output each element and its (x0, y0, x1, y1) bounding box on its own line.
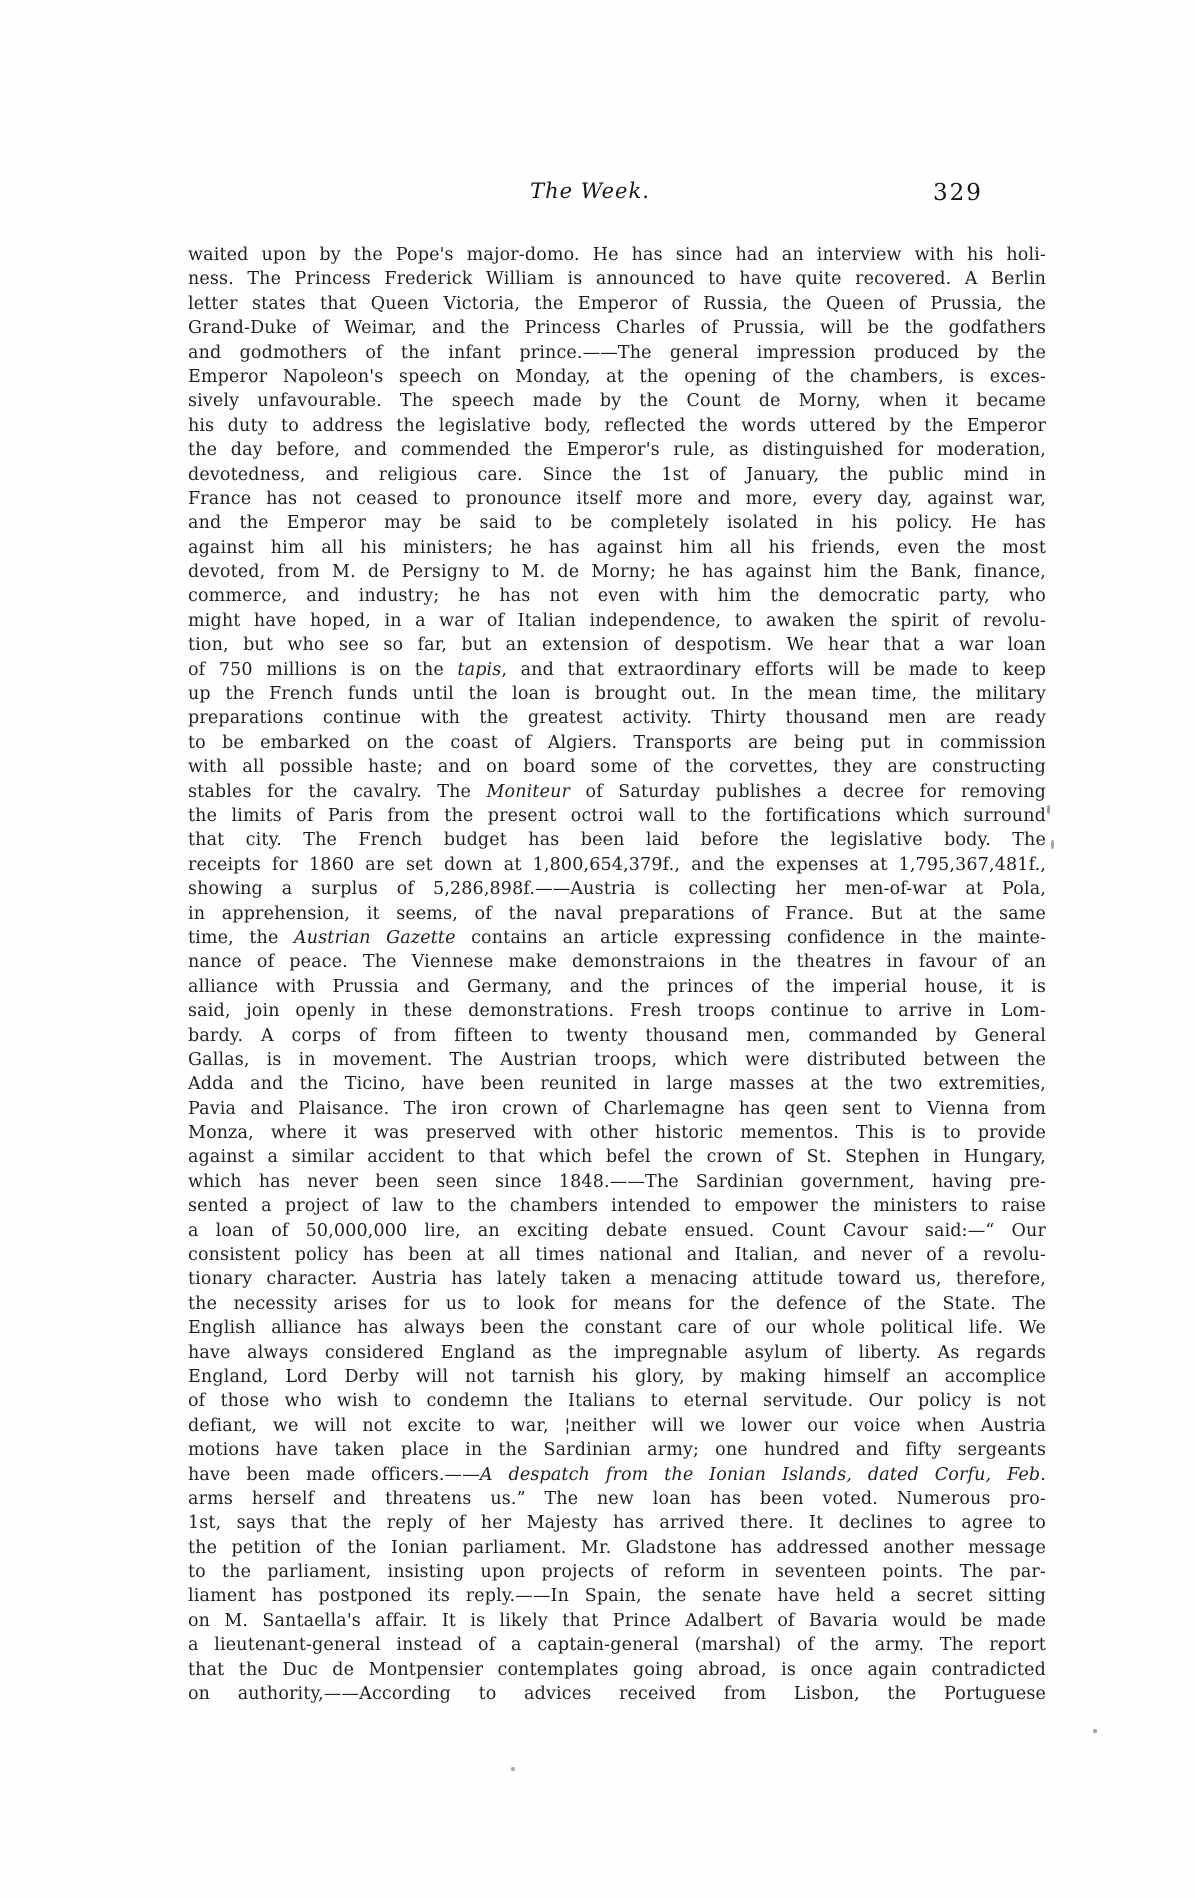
text-line (188, 1267, 1046, 1291)
text-segment: defiant, we will not excite to war, ¦neither will we lower our voice when Austria (188, 1415, 1046, 1436)
text-line (188, 853, 1046, 877)
text-line (188, 414, 1046, 438)
text-segment: Gallas, is in movement. The Austrian troops, which were distributed between the (188, 1049, 1046, 1070)
text-segment: of 750 millions is on the (188, 659, 458, 680)
text-segment: letter states that Queen Victoria, the Emperor of Russia, the Queen of Prussia, the (188, 293, 1046, 314)
italic-text-segment: Austrian Gazette (293, 927, 456, 948)
text-segment: ness. The Princess Frederick William is announced to have quite recovered. A Berlin (188, 269, 1046, 290)
text-line (188, 804, 1046, 828)
text-segment: motions have taken place in the Sardinian army; one hundred and fifty sergeants (188, 1440, 1046, 1461)
text-line (188, 877, 1046, 901)
text-segment: Adda and the Ticino, have been reunited in large masses at the two extremities, (188, 1074, 1046, 1095)
text-segment: and the Emperor may be said to be completely isolated in his policy. He has (188, 513, 1046, 534)
text-segment: time, the (188, 927, 294, 948)
text-segment: tionary character. Austria has lately taken a menacing attitude toward us, therefore, (188, 1269, 1046, 1290)
text-line (188, 1194, 1046, 1218)
text-segment: that city. The French budget has been laid before the legislative body. The (188, 830, 1046, 851)
text-line (188, 1121, 1046, 1145)
text-line (188, 755, 1046, 779)
text-segment: preparations continue with the greatest activity. Thirty thousand men are ready (188, 708, 1046, 729)
text-line (188, 1219, 1046, 1243)
text-line (188, 536, 1046, 560)
text-segment: up the French funds until the loan is brought out. In the mean time, the military (188, 684, 1046, 705)
text-segment: against a similar accident to that which befel the crown of St. Stephen in Hungary, (188, 1147, 1046, 1168)
text-line (188, 902, 1046, 926)
text-segment: England, Lord Derby will not tarnish his glory, by making himself an accomplice (188, 1366, 1046, 1387)
text-line (188, 292, 1046, 316)
text-segment: the necessity arises for us to look for means for the defence of the State. The (188, 1293, 1046, 1314)
text-segment: to be embarked on the coast of Algiers. Transports are being put in commission (188, 732, 1046, 753)
text-segment: which has never been seen since 1848.——The Sardinian government, having pre- (188, 1171, 1046, 1192)
text-line (188, 609, 1046, 633)
text-line (188, 926, 1046, 950)
text-segment: his duty to address the legislative body, reflected the words uttered by the Emperor (188, 415, 1046, 436)
text-line (188, 438, 1046, 462)
text-line (188, 463, 1046, 487)
text-segment: of those who wish to condemn the Italians to eternal servitude. Our policy is not (188, 1391, 1046, 1412)
text-line (188, 975, 1046, 999)
text-line (188, 1536, 1046, 1560)
text-segment: devotedness, and religious care. Since the 1st of January, the public mind in (188, 464, 1046, 485)
text-line (188, 316, 1046, 340)
text-line (188, 706, 1046, 730)
text-segment: showing a surplus of 5,286,898f.——Austria is collecting her men-of-war at Pola, (188, 879, 1046, 900)
text-segment: said, join openly in these demonstrations. Fresh troops continue to arrive in Lom- (188, 1001, 1046, 1022)
text-line (188, 1145, 1046, 1169)
text-line (188, 1511, 1046, 1535)
text-line (188, 1389, 1046, 1413)
text-line (188, 1024, 1046, 1048)
text-line (188, 560, 1046, 584)
text-line (188, 1682, 1046, 1706)
page-number: 329 (933, 180, 983, 206)
text-segment: tion, but who see so far, but an extension of despotism. We hear that a war loan (188, 635, 1046, 656)
running-title: The Week. (530, 179, 650, 203)
text-line (188, 633, 1046, 657)
text-segment: stables for the cavalry. The (188, 781, 487, 802)
text-segment: a lieutenant-general instead of a captain-general (marshal) of the army. The report (188, 1635, 1046, 1656)
text-segment: bardy. A corps of from fifteen to twenty thousand men, commanded by General (188, 1025, 1046, 1046)
text-segment: , and that extraordinary efforts will be made to keep (501, 659, 1046, 680)
text-line (188, 267, 1046, 291)
text-segment: Pavia and Plaisance. The iron crown of Charlemagne has qeen sent to Vienna from (188, 1098, 1046, 1119)
text-segment: might have hoped, in a war of Italian independence, to awaken the spirit of revolu- (188, 610, 1046, 631)
text-segment: 1st, says that the reply of her Majesty has arrived there. It declines to agree to (188, 1513, 1046, 1534)
text-line (188, 780, 1046, 804)
text-segment: on M. Santaella's affair. It is likely that Prince Adalbert of Bavaria would be made (188, 1610, 1046, 1631)
text-segment: sively unfavourable. The speech made by the Count de Morny, when it became (188, 391, 1046, 412)
text-segment: of Saturday publishes a decree for removing (570, 781, 1046, 802)
text-segment: Monza, where it was preserved with other historic mementos. This is to provide (188, 1123, 1046, 1144)
text-line (188, 1560, 1046, 1584)
text-line (188, 1048, 1046, 1072)
italic-text-segment: tapis (457, 659, 502, 680)
text-line (188, 1438, 1046, 1462)
text-segment: alliance with Prussia and Germany, and the princes of the imperial house, it is (188, 976, 1046, 997)
text-line (188, 1316, 1046, 1340)
text-line (188, 389, 1046, 413)
text-line (188, 1414, 1046, 1438)
text-line (188, 584, 1046, 608)
text-line (188, 1487, 1046, 1511)
text-line (188, 731, 1046, 755)
text-line (188, 1072, 1046, 1096)
text-segment: that the Duc de Montpensier contemplates going abroad, is once again contradicted (188, 1659, 1046, 1680)
text-segment: contains an article expressing confidence in the mainte- (455, 927, 1047, 948)
text-segment: the petition of the Ionian parliament. Mr. Gladstone has addressed another message (188, 1537, 1046, 1558)
article-text (188, 243, 1046, 1706)
text-segment: English alliance has always been the constant care of our whole political life. We (188, 1318, 1046, 1339)
text-segment: waited upon by the Pope's major-domo. He has since had an interview with his holi- (188, 245, 1046, 265)
scan-speck (1047, 805, 1050, 814)
text-segment: a loan of 50,000,000 lire, an exciting debate ensued. Count Cavour said:—“ Our (188, 1220, 1046, 1241)
text-line (188, 1341, 1046, 1365)
text-segment: in apprehension, it seems, of the naval preparations of France. But at the same (188, 903, 1046, 924)
text-segment: France has not ceased to pronounce itself more and more, every day, against war, (188, 488, 1046, 509)
text-line (188, 950, 1046, 974)
text-segment: the limits of Paris from the present octroi wall to the fortifications which surround (188, 805, 1046, 826)
text-line (188, 828, 1046, 852)
text-line (188, 1609, 1046, 1633)
text-segment: sented a project of law to the chambers intended to empower the ministers to raise (188, 1196, 1046, 1217)
text-segment: with all possible haste; and on board some of the corvettes, they are constructing (188, 757, 1046, 778)
text-line (188, 1463, 1046, 1487)
text-line (188, 341, 1046, 365)
text-segment: and godmothers of the infant prince.——The general impression produced by the (188, 342, 1046, 363)
text-line (188, 365, 1046, 389)
text-segment: the day before, and commended the Emperor's rule, as distinguished for moderation, (188, 440, 1046, 461)
scan-speck (1093, 1729, 1097, 1733)
text-segment: have been made officers.—— (188, 1464, 480, 1485)
text-segment: liament has postponed its reply.——In Spain, the senate have held a secret sitting (188, 1586, 1046, 1607)
text-segment: devoted, from M. de Persigny to M. de Morny; he has against him the Bank, finance, (188, 562, 1046, 583)
text-segment: Emperor Napoleon's speech on Monday, at the opening of the chambers, is exces- (188, 366, 1046, 387)
text-line (188, 487, 1046, 511)
text-line (188, 1584, 1046, 1608)
text-line (188, 682, 1046, 706)
text-line (188, 1292, 1046, 1316)
text-segment: arms herself and threatens us.” The new loan has been voted. Numerous pro- (188, 1488, 1046, 1509)
text-line (188, 1243, 1046, 1267)
text-segment: commerce, and industry; he has not even with him the democratic party, who (188, 586, 1046, 607)
text-segment: consistent policy has been at all times national and Italian, and never of a revolu- (188, 1245, 1046, 1266)
text-line (188, 1097, 1046, 1121)
scan-speck (511, 1767, 515, 1771)
text-line (188, 999, 1046, 1023)
scan-speck (1051, 840, 1054, 849)
text-segment: have always considered England as the impregnable asylum of liberty. As regards (188, 1342, 1046, 1363)
text-segment: on authority,——According to advices received from Lisbon, the Portuguese (188, 1684, 1046, 1705)
italic-text-segment: Moniteur (486, 781, 571, 802)
text-line (188, 1633, 1046, 1657)
text-line (188, 1365, 1046, 1389)
text-segment: nance of peace. The Viennese make demonstraions in the theatres in favour of an (188, 952, 1046, 973)
text-line (188, 243, 1046, 267)
text-line (188, 658, 1046, 682)
text-segment: to the parliament, insisting upon projects of reform in seventeen points. The par- (188, 1562, 1046, 1583)
text-line (188, 1658, 1046, 1682)
text-line (188, 1170, 1046, 1194)
text-segment: Grand-Duke of Weimar, and the Princess Charles of Prussia, will be the godfathers (188, 318, 1046, 339)
italic-text-segment: A despatch from the Ionian Islands, dated Corfu, Feb. (479, 1464, 1046, 1485)
text-segment: receipts for 1860 are set down at 1,800,654,379f., and the expenses at 1,795,367,481f., (188, 854, 1046, 875)
text-line (188, 511, 1046, 535)
text-segment: against him all his ministers; he has against him all his friends, even the most (188, 537, 1046, 558)
